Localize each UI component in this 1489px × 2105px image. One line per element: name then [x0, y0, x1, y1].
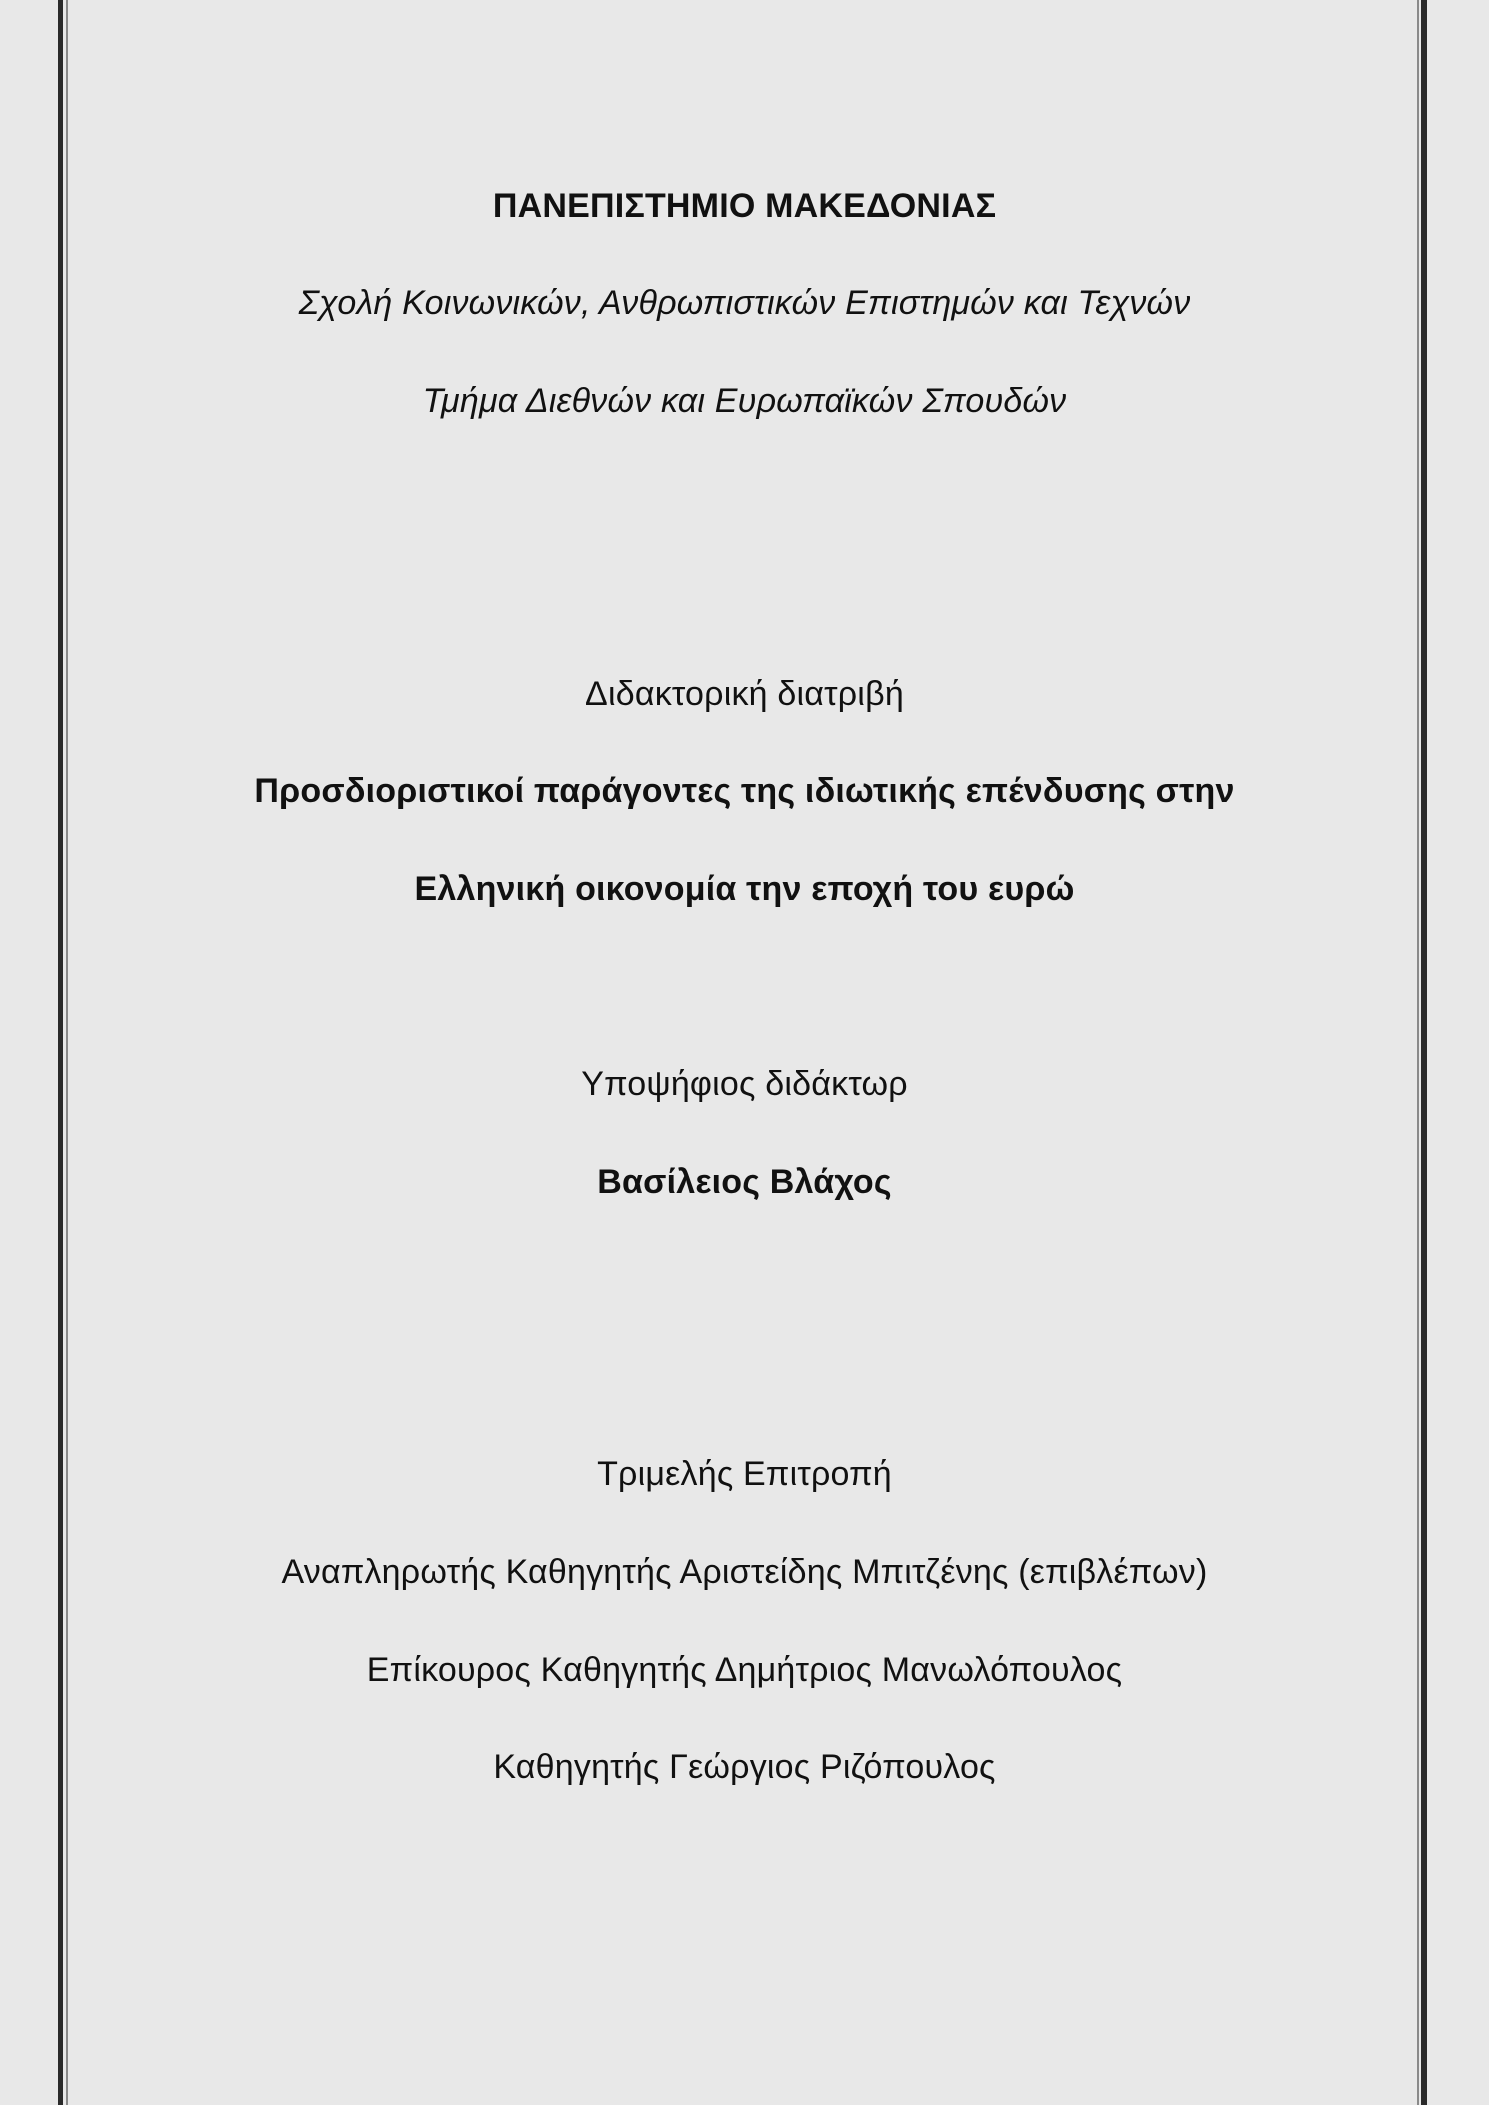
- candidate-name: Βασίλειος Βλάχος: [597, 1163, 892, 1201]
- candidate-label: Υποψήφιος διδάκτωρ: [581, 1065, 908, 1103]
- school-name: Σχολή Κοινωνικών, Ανθρωπιστικών Επιστημών και Τεχνών: [298, 284, 1191, 322]
- committee-member: Επίκουρος Καθηγητής Δημήτριος Μανωλόπουλος: [366, 1651, 1123, 1689]
- committee-member: Αναπληρωτής Καθηγητής Αριστείδης Μπιτζένης (επιβλέπων): [281, 1553, 1208, 1591]
- thesis-title-line-1: Προσδιοριστικοί παράγοντες της ιδιωτικής επένδυσης στην: [254, 772, 1235, 810]
- university-name: ΠΑΝΕΠΙΣΤΗΜΙΟ ΜΑΚΕΔΟΝΙΑΣ: [492, 187, 997, 225]
- committee-heading: Τριμελής Επιτροπή: [597, 1455, 892, 1493]
- committee-member: Καθηγητής Γεώργιος Ριζόπουλος: [493, 1748, 996, 1786]
- thesis-type-label: Διδακτορική διατριβή: [585, 675, 904, 713]
- thesis-title-line-2: Ελληνική οικονομία την εποχή του ευρώ: [414, 870, 1075, 908]
- department-name: Τμήμα Διεθνών και Ευρωπαϊκών Σπουδών: [422, 382, 1067, 420]
